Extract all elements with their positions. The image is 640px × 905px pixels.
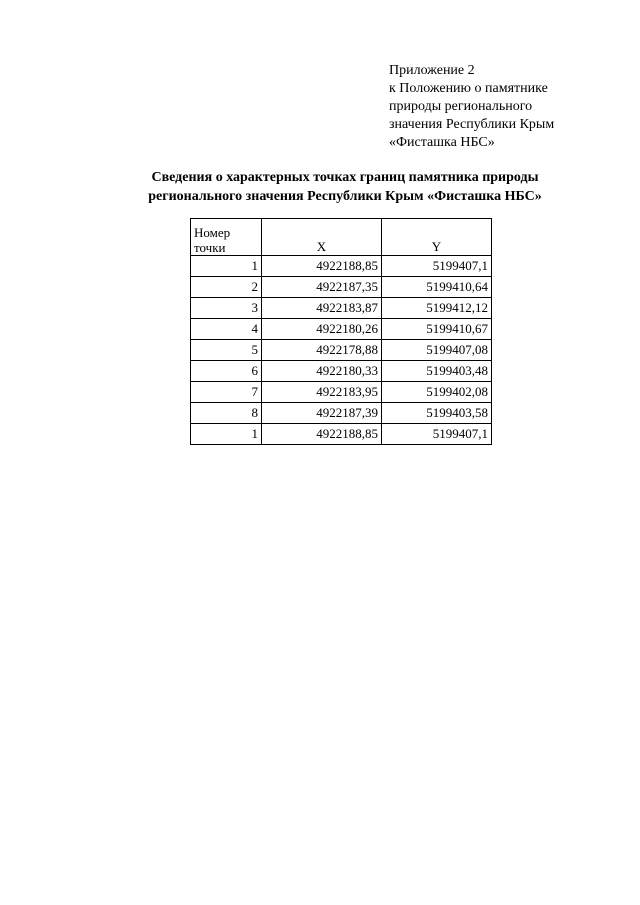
title-line-2: регионального значения Республики Крым «Фисташка НБС» — [148, 189, 542, 204]
cell-y: 5199403,58 — [382, 403, 492, 424]
table-header-row — [191, 219, 492, 256]
cell-y: 5199407,1 — [382, 424, 492, 445]
cell-x: 4922183,87 — [262, 298, 382, 319]
cell-x: 4922188,85 — [262, 256, 382, 277]
document-title — [100, 168, 590, 206]
cell-y: 5199403,48 — [382, 361, 492, 382]
title-line-1: Сведения о характерных точках границ памятника природы — [151, 170, 539, 185]
cell-y: 5199412,12 — [382, 298, 492, 319]
appendix-header — [389, 62, 554, 152]
appendix-line: Приложение 2 — [389, 63, 475, 78]
cell-point-number: 3 — [191, 298, 262, 319]
header-y: Y — [382, 219, 492, 256]
cell-x: 4922180,33 — [262, 361, 382, 382]
cell-point-number: 1 — [191, 424, 262, 445]
table-row — [191, 256, 492, 277]
header-number-line2: точки — [194, 240, 226, 255]
cell-y: 5199410,64 — [382, 277, 492, 298]
table-row — [191, 298, 492, 319]
cell-y: 5199407,1 — [382, 256, 492, 277]
cell-y: 5199407,08 — [382, 340, 492, 361]
table-row — [191, 382, 492, 403]
cell-y: 5199410,67 — [382, 319, 492, 340]
cell-point-number: 4 — [191, 319, 262, 340]
appendix-line: значения Республики Крым — [389, 117, 555, 132]
cell-y: 5199402,08 — [382, 382, 492, 403]
header-number-line1: Номер — [194, 225, 231, 240]
table-row — [191, 403, 492, 424]
table-row — [191, 424, 492, 445]
cell-x: 4922178,88 — [262, 340, 382, 361]
cell-point-number: 7 — [191, 382, 262, 403]
appendix-line: природы регионального — [389, 99, 533, 114]
cell-point-number: 5 — [191, 340, 262, 361]
cell-point-number: 2 — [191, 277, 262, 298]
table-row — [191, 319, 492, 340]
table-row — [191, 340, 492, 361]
cell-x: 4922187,39 — [262, 403, 382, 424]
cell-x: 4922187,35 — [262, 277, 382, 298]
cell-x: 4922188,85 — [262, 424, 382, 445]
cell-x: 4922180,26 — [262, 319, 382, 340]
cell-point-number: 6 — [191, 361, 262, 382]
cell-x: 4922183,95 — [262, 382, 382, 403]
header-x: X — [262, 219, 382, 256]
table-row — [191, 361, 492, 382]
appendix-line: к Положению о памятнике — [389, 81, 548, 96]
header-point-number — [191, 219, 262, 256]
appendix-line: «Фисташка НБС» — [389, 135, 495, 150]
cell-point-number: 8 — [191, 403, 262, 424]
table-row — [191, 277, 492, 298]
cell-point-number: 1 — [191, 256, 262, 277]
coordinates-table — [190, 218, 492, 445]
